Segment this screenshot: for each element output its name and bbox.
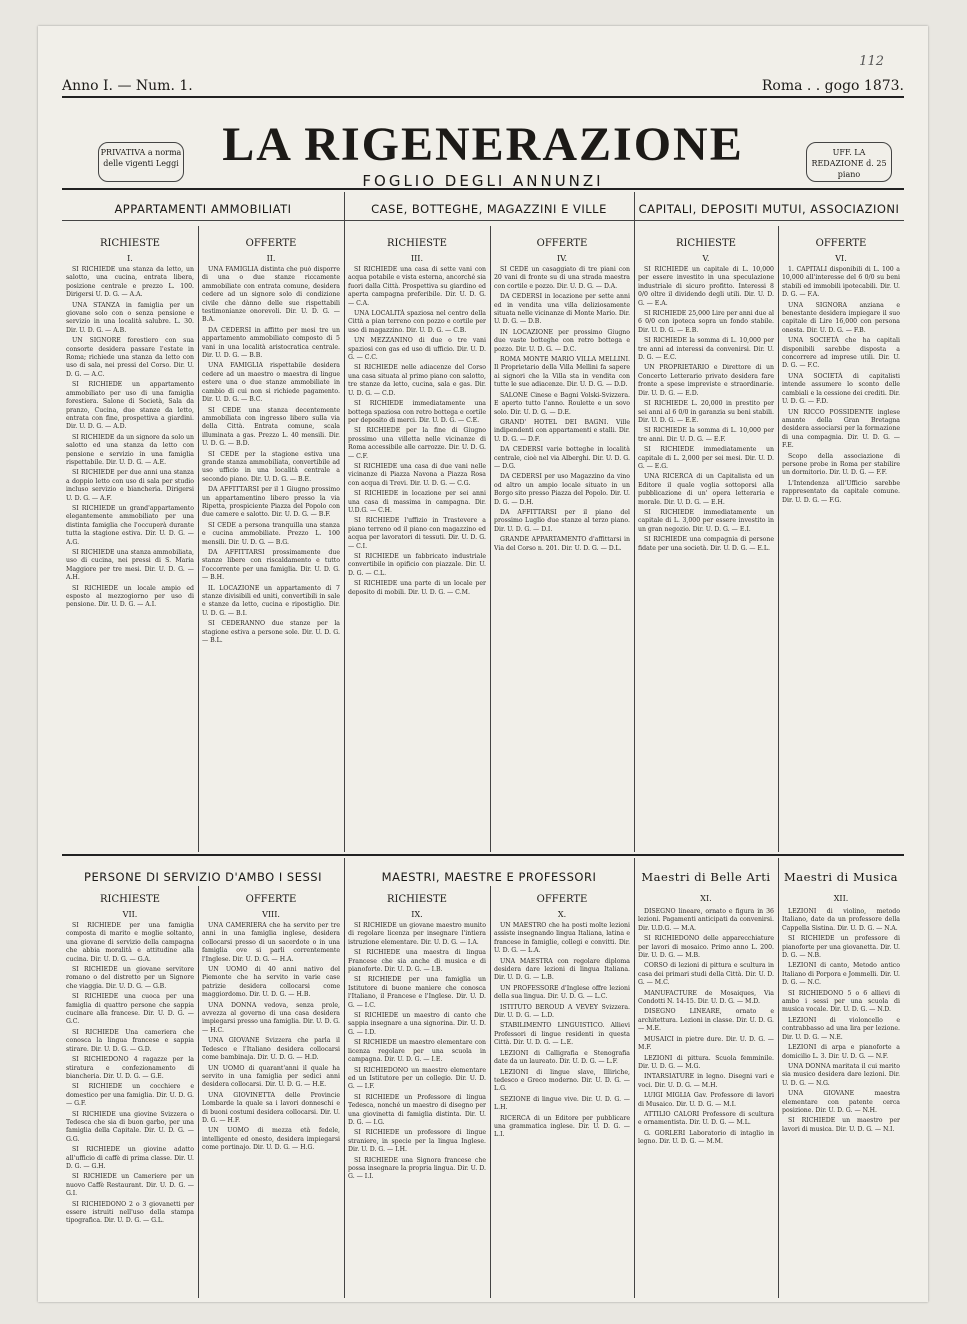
advertisement: DA AFFITTARSI per il piano del prossimo Luglio due stanze al terzo piano. Dir. U. D. G. — D.I. [494,508,630,533]
newspaper-title: LA RIGENERAZIONE [222,118,744,171]
roman-5: V. [702,254,710,263]
advertisement: SI RICHIEDE un maestro per lavori di musica. Dir. U. D. G. — N.I. [782,1117,900,1133]
privativa-stamp: PRIVATIVA a norma delle vigenti Leggi [98,142,184,182]
advertisement: SI RICHIEDONO 5 o 6 allievi di ambo i sessi per una scuola di musica vocale. Dir. U. D. G. — N.D. [782,989,900,1014]
advertisement: LEZIONI di violoncello e contrabbasso ad una lira per lezione. Dir. U. D. G. — N.E. [782,1016,900,1041]
advertisement: SI RICHIEDE Una cameriera che conosca la lingua francese e sappia stirare. Dir. U. D. G. — G.D. [66,1028,194,1053]
advertisement: SI RICHIEDE immediatamente un capitale di L. 3,000 per essere investito in un gran negozio. Dir. U. D. G. — E.I. [638,508,774,533]
advertisement: G. GORLERI Laboratorio di intaglio in legno. Dir. U. D. G. — M.M. [638,1129,774,1146]
mid-rule [62,854,904,856]
advertisement: DA CEDERSI varie botteghe in località centrale, cioè nel via Alberghi. Dir. U. D. G. — D.G. [494,446,630,470]
column-servizio-offerte [202,922,340,1294]
advertisement: UN UOMO di quarant'anni il quale ha servito in una famiglia per sedici anni desidera collocarsi. Dir. U. D. G. — H.E. [202,1064,340,1089]
advertisement: SI RICHIEDE una giovine Svizzera o Tedesca che sia di buon garbo, per una famiglia della Capitale. Dir. U. D. G. — G.G. [66,1110,194,1143]
column-musica [782,908,900,1294]
advertisement: Scopo della associazione di persone probe in Roma per stabilire un dormitorio. Dir. U. D. G. — F.F. [782,452,900,477]
column-case-richieste [348,266,486,848]
advertisement: MUSAICI in pietre dure. Dir. U. D. G. — M.F. [638,1035,774,1052]
column-case-offerte [494,266,630,848]
advertisement: UNA GIOVANE Svizzera che parla il Tedesco e l'Italiano desidera collocarsi come bambinaja. Dir. U. D. G. — H.D. [202,1037,340,1062]
advertisement: SI CEDERANNO due stanze per la stagione estiva a persone sole. Dir. U. D. G. — B.L. [202,620,340,645]
newspaper-subtitle: FOGLIO DEGLI ANNUNZI [362,172,604,190]
advertisement: SI RICHIEDE la somma di L. 10,000 per tre anni ad interessi da convenirsi. Dir. U. D. G. — E.C. [638,337,774,362]
advertisement: SI RICHIEDE un appartamento ammobiliato per uso di una famiglia forestiera. Salone di Società, Sala da pranzo, Cucina, due stanze da letto, entrata con fine, prospettiva a giardini. Dir. U. D. G. — A.D. [66,381,194,431]
advertisement: UNA GIOVANE maestra elementare con patente cerca posizione. Dir. U. D. G. — N.H. [782,1090,900,1114]
roman-3: III. [410,254,424,263]
advertisement: SI RICHIEDONO delle apparecchiature per lavori di mosaico. Primo anno L. 200. Dir. U. D. G. — M.B. [638,935,774,960]
advertisement: LEZIONI di arpa e pianoforte a domicilio L. 3. Dir. U. D. G. — N.F. [782,1044,900,1060]
advertisement: UNA RICERCA di un Capitalista ed un Editore il quale voglia sottoporsi alla pubblicazione di un' opera letteraria e morale. Dir. U. D. G. — E.H. [638,473,774,506]
advertisement: SI RICHIEDONO un maestro elementare ed un Istitutore per un collegio. Dir. U. D. G. — I.F. [348,1066,486,1091]
advertisement: UN PROFESSORE d'Inglese offre lezioni della sua lingua. Dir. U. D. G. — L.C. [494,984,630,1001]
section-case: CASE, BOTTEGHE, MAGAZZINI E VILLE [371,202,607,216]
column-capitali-richieste [638,266,774,848]
col-header-8: OFFERTE [245,894,297,905]
page-number: 112 [859,54,884,69]
roman-12: XII. [833,894,849,903]
column-appartamenti-richieste [66,266,194,848]
advertisement: SI RICHIEDE un maestro elementare con licenza regolare per una scuola in campagna. Dir. U. D. G. — I.E. [348,1039,486,1064]
column-maestri-richieste [348,922,486,1294]
advertisement: SEZIONE di lingue vive. Dir. U. D. G. — L.H. [494,1095,630,1112]
advertisement: SI RICHIEDE una stanza ammobiliata, uso di cucina, nei pressi di S. Maria Maggiore per tre mesi. Dir. U. D. G. — A.H. [66,549,194,582]
advertisement: RICERCA di un Editore per pubblicare una grammatica inglese. Dir. U. D. G. — L.I. [494,1114,630,1139]
advertisement: SI RICHIEDE la somma di L. 10,000 per tre anni. Dir. U. D. G. — E.F. [638,427,774,443]
advertisement: ROMA MONTE MARIO VILLA MELLINI. Il Proprietario della Villa Mellini fa sapere ai signori che la Villa sta in vendita con tutte le sue adiacenze. Dir. U. D. G. — D.D. [494,356,630,389]
advertisement: SI RICHIEDE un maestro di canto che sappia insegnare a una signorina. Dir. U. D. G. — I.D. [348,1012,486,1036]
advertisement: SI CEDE per la stagione estiva una grande stanza ammobiliata, convertibile ad uso ufficio in una località centrale a secondo piano. Dir. U. D. G. — B.E. [202,450,340,483]
advertisement: UN MAESTRO che ha posti molte lezioni assiste insegnando lingua Italiana, latina e francese in famiglie, collegi e convitti. Dir. U. D. G. — L.A. [494,922,630,955]
roman-9: IX. [411,910,423,919]
advertisement: UNA SOCIETÀ che ha capitali disponibili sarebbe disposta a concorrere ad imprese utili. Dir. U. D. G. — F.C. [782,337,900,370]
advertisement: L'Intendenza all'Ufficio sarebbe rappresentato da capitale comune. Dir. U. D. G. — F.G. [782,479,900,504]
advertisement: SI RICHIEDE per una famiglia composta di marito e moglie soltanto, una giovane di servizio della campagna che abbia moralità e attitudine alla cucina. Dir. U. D. G. — G.A. [66,922,194,963]
roman-7: VII. [122,910,138,919]
advertisement: SI RICHIEDE immediatamente un capitale di L. 2,000 per sei mesi. Dir. U. D. G. — E.G. [638,446,774,470]
advertisement: SALONE Cinese e Bagni Volski-Svizzera. E aperto tutto l'anno. Roulette e un sovo solo. Dir. U. D. G. — D.E. [494,391,630,416]
advertisement: SI RICHIEDONO 2 o 3 giovanetti per essere istruiti nell'uso della stampa tipografica. Dir. U. D. G. — G.L. [66,1200,194,1225]
advertisement: LUIGI MIGLIA Gav. Professore di lavori di Musaico. Dir. U. D. G. — M.I. [638,1092,774,1108]
advertisement: SI RICHIEDE un giovine adatto all'ufficio di caffè di prima classe. Dir. U. D. G. — G.H. [66,1146,194,1170]
section-appartamenti: APPARTAMENTI AMMOBILIATI [114,202,292,216]
masthead [38,120,928,190]
roman-10: X. [557,910,567,919]
advertisement: UNA FAMIGLIA rispettabile desidera cedere ad un maestro o maestra di lingue estere una o due stanze ammobiliate in cambio di cui non si richiede pagamento. Dir. U. D. G. — B.C. [202,362,340,404]
col-header-7: RICHIESTE [100,894,160,905]
advertisement: SI RICHIEDE una maestra di lingua Francese che sia anche di musica e di pianoforte. Dir. U. D. G. — I.B. [348,949,486,974]
section-rule-top [62,220,904,221]
advertisement: DA CEDERSI in affitto per mesi tre un appartamento ammobiliato composto di 5 vani in una località aristocratica centrale. Dir. U. D. G. — B.B. [202,326,340,360]
newspaper-page [38,26,928,1302]
column-belle-arti [638,908,774,1294]
advertisement: UNA DONNA vedova, senza prole, avvezza al governo di una casa desidera impiegarsi presso una famiglia. Dir. U. D. G. — H.C. [202,1001,340,1034]
advertisement: LEZIONI di violino, metodo Italiano, date da un professore della Cappella Sistina. Dir. U. D. G. — N.A. [782,908,900,932]
section-servizio: PERSONE DI SERVIZIO D'AMBO I SESSI [84,870,322,884]
advertisement: SI RICHIEDONO 4 ragazze per la stiratura e confezionamento di biancheria. Dir. U. D. G. — G.E. [66,1056,194,1080]
advertisement: UN UOMO di mezza età fedele, intelligente ed onesto, desidera impiegarsi come portinajo. Dir. U. D. G. — H.G. [202,1127,340,1152]
advertisement: SI RICHIEDE un Cameriere per un nuovo Caffè Restaurant. Dir. U. D. G. — G.I. [66,1173,194,1198]
advertisement: SI RICHIEDE una compagnia di persone fidate per una società. Dir. U. D. G. — E.L. [638,536,774,552]
advertisement: SI RICHIEDE immediatamente una bottega spaziosa con retro bottega e cortile per deposito di merci. Dir. U. D. G. — C.E. [348,400,486,424]
advertisement: SI RICHIEDE un capitale di L. 10,000 per essere investito in una speculazione industriale di sicuro profitto. Interessi 8 0/0 oltre il dividendo degli utili. Dir. U. D. G. — E.A. [638,266,774,307]
advertisement: SI RICHIEDE un cocchiere e domestico per una famiglia. Dir. U. D. G. — G.F. [66,1083,194,1108]
advertisement: SI RICHIEDE un professore di pianoforte per una giovanetta. Dir. U. D. G. — N.B. [782,935,900,960]
roman-8: VIII. [262,910,280,919]
advertisement: DA CEDERSI per uso Magazzino da vino od altro un ampio locale situato in un Borgo sito presso Piazza del Popolo. Dir. U. D. G. — D.H. [494,473,630,506]
roman-6: VI. [835,254,847,263]
advertisement: IL LOCAZIONE un appartamento di 7 stanze divisibili ed uniti, convertibili in sale e stanze da letto, cucina e ripostiglio. Dir. U. D. G. — B.I. [202,584,340,617]
col-header-1: RICHIESTE [100,238,160,249]
advertisement: 1. CAPITALI disponibili di L. 100 a 10,000 all'interesse del 6 0/0 su beni stabili ed immobili ipotecabili. Dir. U. D. G. — F.A. [782,266,900,299]
advertisement: LEZIONI di canto, Metodo antico Italiano di Porpora e Jommelli. Dir. U. D. G. — N.C. [782,962,900,987]
advertisement: SI RICHIEDE una stanza da letto, un salotto, una cucina, entrata libera, posizione centrale e prezzo L. 100. Dirigersi U. D. G. — A.A. [66,266,194,299]
roman-2: II. [266,254,276,263]
advertisement: IN LOCAZIONE per prossimo Giugno due vaste botteghe con retro bottega e pozzo. Dir. U. D. G. — D.C. [494,328,630,353]
section-maestri: MAESTRI, MAESTRE E PROFESSORI [381,870,597,884]
col-header-5: RICHIESTE [676,238,736,249]
advertisement: SI RICHIEDE un professore di lingue straniere, in specie per la lingua Inglese. Dir. U. D. G. — I.H. [348,1129,486,1154]
advertisement: UN UOMO di 40 anni nativo del Piemonte che ha servito in varie case patrizie desidera collocarsi come maggiordomo. Dir. U. D. G. — H.B. [202,966,340,999]
advertisement: SI RICHIEDE un locale ampio ed esposto al mezzogiorno per uso di pensione. Dir. U. D. G. — A.I. [66,584,194,609]
issue-line [62,76,904,94]
advertisement: STABILIMENTO LINGUISTICO. Allievi Professori di lingue residenti in questa Città. Dir. U. D. G. — L.E. [494,1022,630,1047]
advertisement: UNA STANZA in famiglia per un giovane solo con o senza pensione e servizio in una località salubre. L. 30. Dir. U. D. G. — A.B. [66,301,194,334]
advertisement: SI RICHIEDE una parte di un locale per deposito di mobili. Dir. U. D. G. — C.M. [348,580,486,596]
advertisement: SI RICHIEDE un Professore di lingua Tedesca, nonché un maestro di disegno per una giovinetta di famiglia distinta. Dir. U. D. G. — I.G. [348,1093,486,1126]
advertisement: UN SIGNORE forestiero con sua consorte desidera passare l'estate in Roma; richiede una stanza da letto con uso di sala, nei pressi del Corso. Dir. U. D. G. — A.C. [66,337,194,378]
advertisement: UNA DONNA maritata il cui marito sia musico desidera dare lezioni. Dir. U. D. G. — N.G. [782,1062,900,1087]
advertisement: SI RICHIEDE un giovane maestro munito di regolare licenza per insegnare l'intiera istruzione elementare. Dir. U. D. G. — I.A. [348,922,486,946]
advertisement: SI RICHIEDE una cuoca per una famiglia di quattro persone che sappia cucinare alla francese. Dir. U. D. G. — G.C. [66,993,194,1026]
roman-11: XI. [700,894,712,903]
advertisement: UNA SIGNORA anziana e benestante desidera impiegare il suo capitale di Lire 16,000 con persona onesta. Dir. U. D. G. — F.B. [782,301,900,334]
advertisement: DISEGNO LINEARE, ornato e architettura. Lezioni in classe. Dir. U. D. G. — M.E. [638,1008,774,1033]
column-servizio-richieste [66,922,194,1294]
roman-1: I. [127,254,133,263]
advertisement: SI CEDE una stanza decentemente ammobiliata con ingresso libero sulla via della Città. Entrata comune, scala illuminata a gas. Prezzo L. 40 mensili. Dir. U. D. G. — B.D. [202,406,340,448]
advertisement: SI RICHIEDE un grand'appartamento elegantemente ammobiliato per una distinta famiglia che l'occuperà durante tutta la stagione estiva. Dir. U. D. G. — A.G. [66,504,194,546]
advertisement: SI RICHIEDE una Signora francese che possa insegnare la propria lingua. Dir. U. D. G. — I.I. [348,1156,486,1181]
masthead-rule [62,188,904,190]
col-header-2: OFFERTE [245,238,297,249]
advertisement: SI RICHIEDE una casa di sette vani con acqua potabile e vista esterna, ancorché sia fuori dalla Città. Prospettiva su giardino ed aperta campagna preferibile. Dir. U. D. G. — C.A. [348,266,486,307]
advertisement: SI RICHIEDE per la fine di Giugno prossimo una villetta nelle vicinanze di Roma accessibile alle carrozze. Dir. U. D. G. — C.F. [348,427,486,460]
advertisement: SI RICHIEDE un fabbricato industriale convertibile in opificio con piazzale. Dir. U. D. G. — C.L. [348,553,486,577]
advertisement: UN MEZZANINO di due o tre vani spaziosi con gas ed uso di ufficio. Dir. U. D. G. — C.C. [348,337,486,362]
advertisement: UNA SOCIETÀ di capitalisti intende assumere lo sconto delle cambiali e la cessione dei crediti. Dir. U. D. G. — F.D. [782,372,900,406]
advertisement: SI RICHIEDE da un signore da solo un salotto ed una stanza da letto con pensione e servizio in una famiglia rispettabile. Dir. U. D. G. — A.E. [66,433,194,466]
column-maestri-offerte [494,922,630,1294]
advertisement: DA CEDERSI in locazione per sette anni ed in vendita una villa deliziosamente situata nelle vicinanze di Monte Mario. Dir. U. D. G. — D.B. [494,293,630,326]
advertisement: UNA FAMIGLIA distinta che può disporre di una o due stanze riccamente ammobiliate con entrata comune, desidera cedere ad un signore solo di condizione civile che dànno delle sue rispettabili testimonianze onorevoli. Dir. U. D. G. — B.A. [202,266,340,324]
advertisement: CORSO di lezioni di pittura e scultura in casa dei primari studi della Città. Dir. U. D. G. — M.C. [638,962,774,987]
advertisement: LEZIONI di pittura. Scuola femminile. Dir. U. D. G. — M.G. [638,1054,774,1070]
advertisement: SI RICHIEDE 25,000 Lire per anni due al 6 0/0 con ipoteca sopra un fondo stabile. Dir. U. D. G. — E.B. [638,310,774,334]
advertisement: DISEGNO lineare, ornato e figura in 36 lezioni. Pagamenti anticipati da convenirsi. Dir. U.D.G. — M.A. [638,908,774,932]
advertisement: LEZIONI di lingue slave, Illiriche, tedesco e Greco moderno. Dir. U. D. G. — L.G. [494,1068,630,1093]
advertisement: SI RICHIEDE un giovane servitore romano o del distretto per un Signore che viaggia. Dir. U. D. G. — G.B. [66,966,194,990]
column-appartamenti-offerte [202,266,340,848]
roman-4: IV. [556,254,568,263]
advertisement: UN PROPRIETARIO e Direttore di un Concerto Letterario privato desidera fare fronte a spese impreviste e straordinarie. Dir. U. D. G. — E.D. [638,364,774,397]
advertisement: MANUFACTURE de Mosaiques, Via Condotti N. 14-15. Dir. U. D. G. — M.D. [638,989,774,1006]
col-header-4: OFFERTE [536,238,588,249]
advertisement: UNA GIOVINETTA delle Provincie Lombarde la quale sa i lavori donneschi e di buoni costumi desidera collocarsi. Dir. U. D. G. — H.F. [202,1091,340,1124]
advertisement: GRAND' HOTEL DEI BAGNI. Ville indipendenti con appartamenti e stalli. Dir. U. D. G. — D.F. [494,418,630,443]
col-header-3: RICHIESTE [387,238,447,249]
col-header-6: OFFERTE [815,238,867,249]
advertisement: LEZIONI di Calligrafia e Stenografia date da un laureato. Dir. U. D. G. — L.F. [494,1049,630,1066]
advertisement: INTARSIATURE in legno. Disegni vari e voci. Dir. U. D. G. — M.H. [638,1073,774,1089]
advertisement: ISTITUTO BEROUD A VEVEY Svizzera. Dir. U. D. G. — L.D. [494,1003,630,1020]
advertisement: SI RICHIEDE una casa di due vani nelle vicinanze di Piazza Navona a Piazza Rosa con acqua di Trevi. Dir. U. D. G. — C.G. [348,462,486,487]
advertisement: SI RICHIEDE l'uffizio in Trastevere a piano terreno od il piano con magazzino ed acqua per lavoratori di tessuti. Dir. U. D. G. — C.I. [348,517,486,550]
redazione-stamp: UFF. LA REDAZIONE d. 25 piano [806,142,892,182]
advertisement: UNA LOCALITÀ spaziosa nel centro della Città a pian terreno con pozzo e cortile per uso di magazzino. Dir. U. D. G. — C.B. [348,310,486,334]
advertisement: SI RICHIEDE nelle adiacenze del Corso una casa situata al primo piano con salotto, tre stanze da letto, cucina, sala e gas. Dir. U. D. G. — C.D. [348,364,486,397]
advertisement: SI RICHIEDE per due anni una stanza a doppio letto con uso di sala per studio incluso servizio e biancheria. Dirigersi U. D. G. — A.F. [66,469,194,502]
section-belle-arti: Maestri di Belle Arti [641,870,771,884]
section-capitali: CAPITALI, DEPOSITI MUTUI, ASSOCIAZIONI [638,202,900,216]
col-header-9: RICHIESTE [387,894,447,905]
advertisement: UNA MAESTRA con regolare diploma desidera dare lezioni di lingua Italiana. Dir. U. D. G. — L.B. [494,957,630,982]
advertisement: SI RICHIEDE per una famiglia un Istitutore di buone maniere che conosca l'Italiano, il Francese e l'Inglese. Dir. U. D. G. — I.C. [348,976,486,1009]
advertisement: DA AFFITTARSI per il 1 Giugno prossimo un appartamentino libero presso la via Ripetta, prospiciente Piazza del Popolo con due camere e salotto. Dir. U. D. G. — B.F. [202,486,340,519]
place-date: Roma . . gogo 1873. [761,78,904,94]
issue-number: Anno I. — Num. 1. [62,78,193,94]
advertisement: ATTILIO CALORI Professore di scultura e ornamentista. Dir. U. D. G. — M.L. [638,1110,774,1127]
section-musica: Maestri di Musica [783,870,899,884]
advertisement: GRANDE APPARTAMENTO d'affittarsi in Via del Corso n. 201. Dir. U. D. G. — D.L. [494,536,630,552]
advertisement: SI CEDE a persona tranquilla una stanza e cucina ammobiliate. Prezzo L. 100 mensili. Dir. U. D. G. — B.G. [202,521,340,546]
advertisement: SI CEDE un casaggiato di tre piani con 20 vani di fronte su di una strada maestra con cortile e pozzo. Dir. U. D. G. — D.A. [494,266,630,290]
col-header-10: OFFERTE [536,894,588,905]
advertisement: DA AFFITTARSI prossimamente due stanze libere con riscaldamento e tutto l'occorrente per una famiglia. Dir. U. D. G. — B.H. [202,549,340,582]
advertisement: SI RICHIEDE in locazione per sei anni una casa di massima in campagna. Dir. U.D.G. — C.H. [348,490,486,514]
column-capitali-offerte [782,266,900,848]
advertisement: UN RICCO POSSIDENTE inglese amante della Gran Bretagna desidera associarsi per la formazione di una compagnia. Dir. U. D. G. — F.E. [782,408,900,450]
advertisement: UNA CAMERIERA che ha servito per tre anni in una famiglia inglese, desidera collocarsi presso di un sacerdote o in una famiglia ove si parli correntemente l'Inglese. Dir. U. D. G. — H.A. [202,922,340,963]
advertisement: SI RICHIEDE L. 20,000 in prestito per sei anni al 6 0/0 in garanzia su beni stabili. Dir. U. D. G. — E.E. [638,400,774,424]
